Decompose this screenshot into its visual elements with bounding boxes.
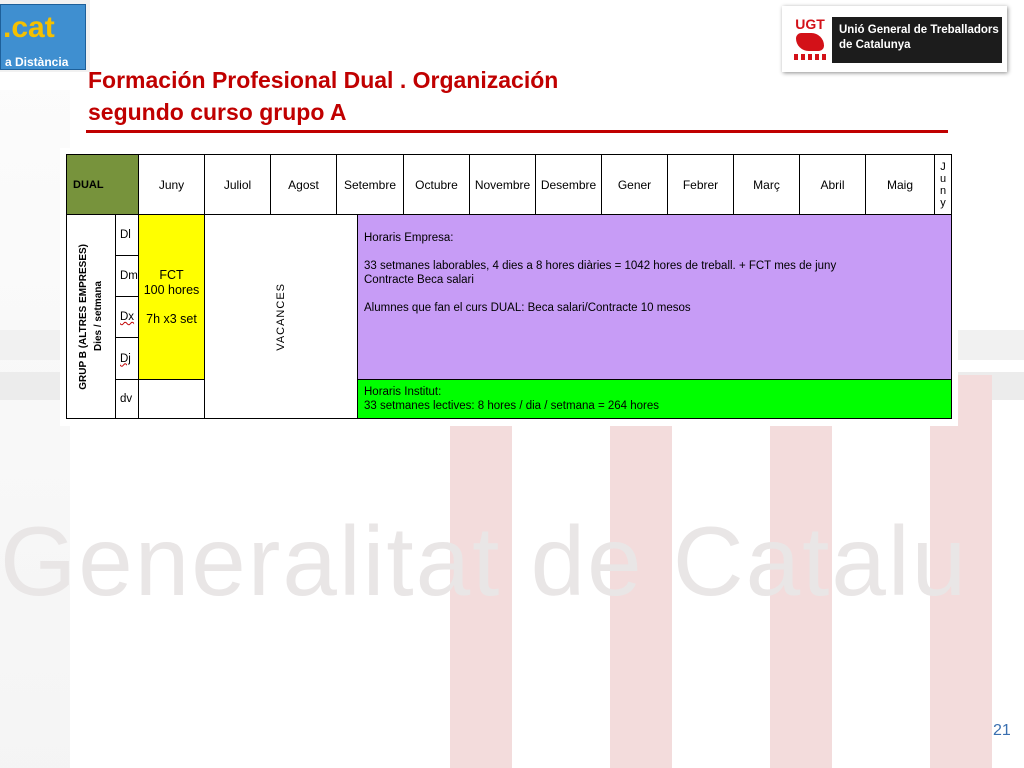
title-line1: Formación Profesional Dual . Organización xyxy=(88,67,559,93)
ugt-name-line2: de Catalunya xyxy=(839,39,911,51)
schedule-table xyxy=(60,148,958,426)
month-header: Març xyxy=(733,154,800,215)
month-header: Octubre xyxy=(403,154,470,215)
month-header: Setembre xyxy=(336,154,404,215)
ugt-logo xyxy=(782,6,1007,72)
handshake-icon xyxy=(796,33,824,51)
month-header: Gener xyxy=(601,154,668,215)
header-dual: DUAL xyxy=(66,154,139,215)
month-header: Juliol xyxy=(204,154,271,215)
fct-hours: 100 hores xyxy=(143,282,200,297)
month-header-juny-vertical: J u n y xyxy=(934,154,952,215)
empresa-schedule-block xyxy=(357,214,952,380)
group-name: GRUP B (ALTRES EMPRESES) xyxy=(77,243,89,390)
month-header: Novembre xyxy=(469,154,536,215)
institut-heading: Horaris Institut: xyxy=(364,386,442,398)
title-line2: segundo curso grupo A xyxy=(88,99,347,125)
vacances-block xyxy=(204,214,358,419)
title-underline xyxy=(86,130,948,133)
ugt-name-line1: Unió General de Treballadors xyxy=(839,24,999,36)
empresa-line2: Contracte Beca salari xyxy=(364,274,474,286)
page-title xyxy=(88,64,948,128)
day-label: Dx xyxy=(115,296,139,338)
vacances-label: VACANCES xyxy=(275,282,287,351)
month-header: Abril xyxy=(799,154,866,215)
empresa-heading: Horaris Empresa: xyxy=(364,232,454,244)
day-label: Dj xyxy=(115,337,139,380)
fct-weeks: 7h x3 set xyxy=(146,311,197,326)
watermark-text: Generalitat de Catalu xyxy=(0,506,969,616)
logo-subtext: a Distància xyxy=(5,55,69,69)
month-header: Maig xyxy=(865,154,935,215)
month-header: Agost xyxy=(270,154,337,215)
institut-schedule-block xyxy=(357,379,952,419)
month-header: Juny xyxy=(138,154,205,215)
month-header: Febrer xyxy=(667,154,734,215)
logo-text: .cat xyxy=(3,11,55,44)
fct-block xyxy=(138,214,205,380)
slide-number: 21 xyxy=(993,722,1011,739)
xtec-logo xyxy=(0,0,90,72)
day-label: Dl xyxy=(115,214,139,256)
empresa-line3: Alumnes que fan el curs DUAL: Beca salari/Contracte 10 mesos xyxy=(364,302,691,314)
group-sublabel: Dies / setmana xyxy=(92,281,104,352)
day-label: Dm xyxy=(115,255,139,297)
group-label xyxy=(66,214,116,419)
month-header: Desembre xyxy=(535,154,602,215)
institut-line1: 33 setmanes lectives: 8 hores / dia / setmana = 264 hores xyxy=(364,400,660,412)
day-label: dv xyxy=(115,379,139,419)
ugt-name xyxy=(832,17,1002,63)
empresa-line1: 33 setmanes laborables, 4 dies a 8 hores diàries = 1042 hores de treball. + FCT mes de juny xyxy=(364,260,837,272)
fct-title: FCT xyxy=(159,267,184,282)
ugt-mark-text: UGT xyxy=(795,16,825,32)
ugt-mark-icon xyxy=(792,16,828,64)
empty-cell xyxy=(138,379,205,419)
